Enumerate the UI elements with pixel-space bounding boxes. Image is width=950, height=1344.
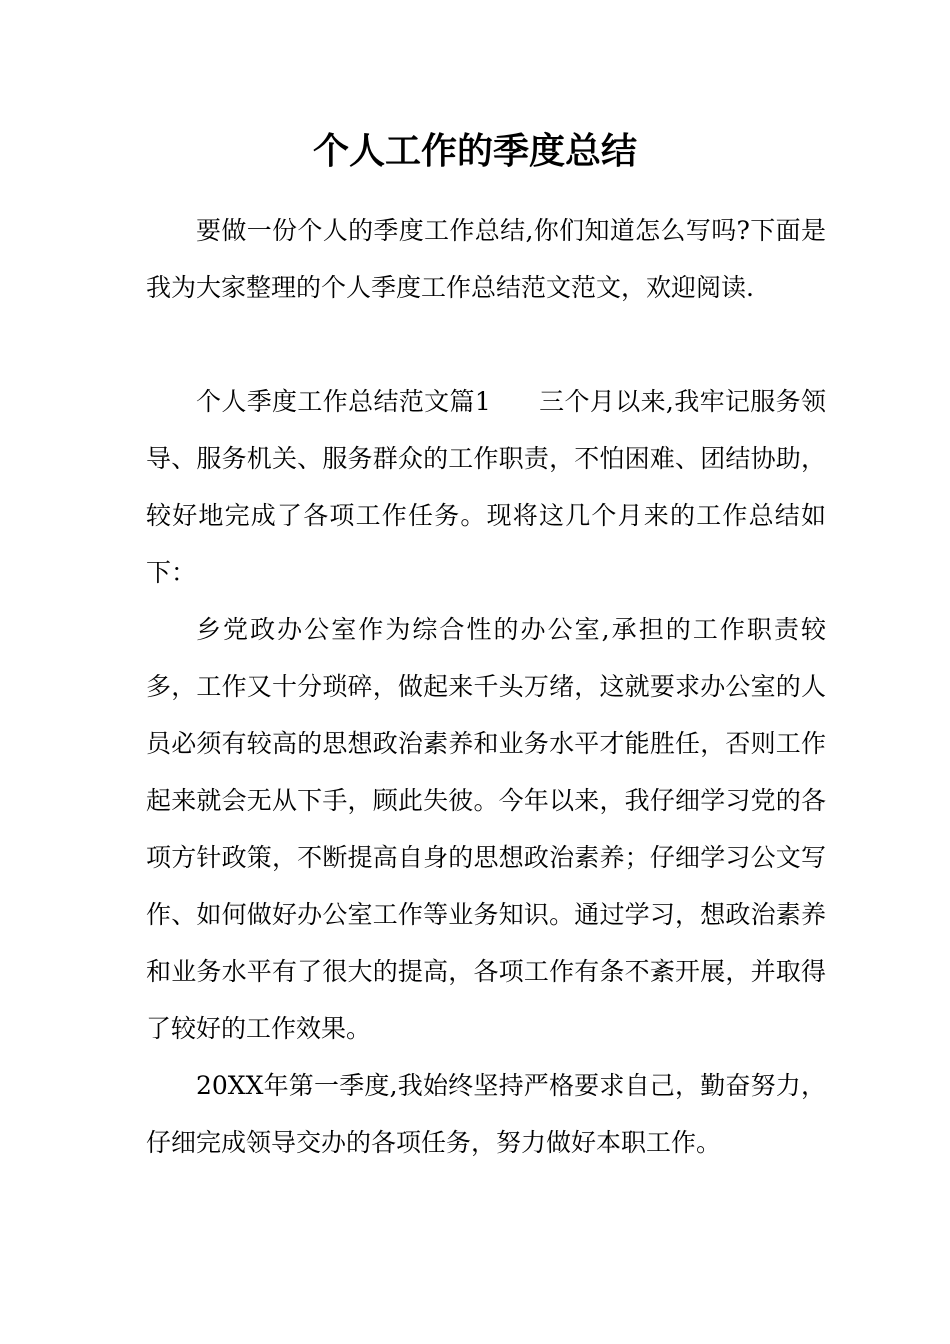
office-duties-paragraph: 乡党政办公室作为综合性的办公室,承担的工作职责较多，工作又十分琐碎，做起来千头万绪，这就要求办公室的人员必须有较高的思想政治素养和业务水平才能胜任，否则工作起来就会无从下手，顾此失彼。今年以来，我仔细学习党的各项方针政策，不断提高自身的思想政治素养；仔细学习公文写作、如何做好办公室工作等业务知识。通过学习，想政治素养和业务水平有了很大的提高，各项工作有条不紊开展，并取得了较好的工作效果。 xyxy=(146,615,826,1043)
section-heading: 个人季度工作总结范文篇1 xyxy=(196,387,491,416)
document-body xyxy=(146,202,826,1171)
section-paragraph-text: 三个月以来,我牢记服务领导、服务机关、服务群众的工作职责，不怕困难、团结协助，较好地完成了各项工作任务。现将这几个月来的工作总结如下： xyxy=(146,387,826,587)
section-paragraph xyxy=(146,373,826,601)
document-title: 个人工作的季度总结 xyxy=(312,131,637,172)
blank-line xyxy=(146,316,826,373)
intro-paragraph: 要做一份个人的季度工作总结,你们知道怎么写吗?下面是我为大家整理的个人季度工作总结范文范文，欢迎阅读. xyxy=(146,216,826,302)
first-quarter-paragraph: 20XX年第一季度,我始终坚持严格要求自己，勤奋努力，仔细完成领导交办的各项任务，努力做好本职工作。 xyxy=(146,1071,826,1157)
